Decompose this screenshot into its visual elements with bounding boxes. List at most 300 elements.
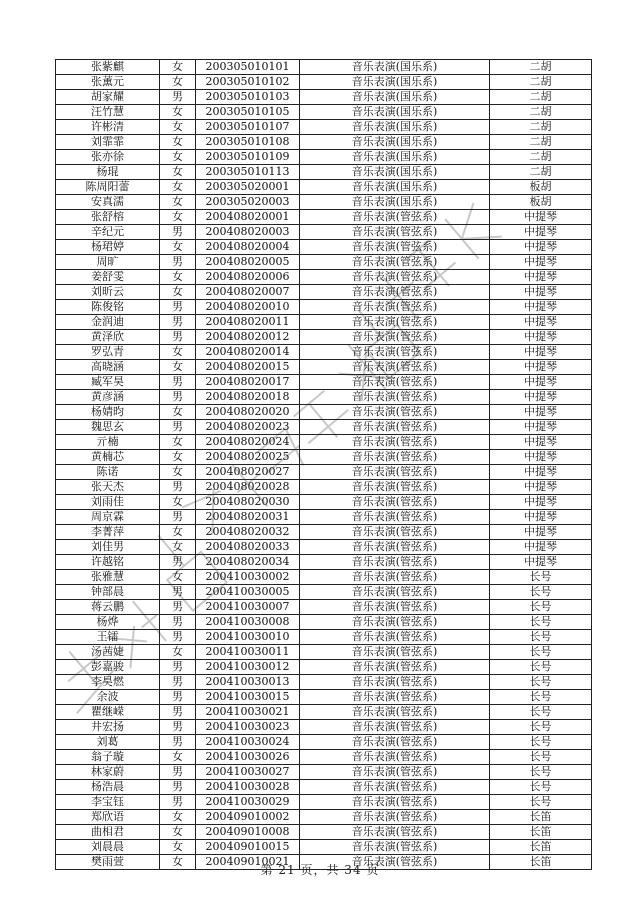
major-cell: 音乐表演(管弦系) (300, 465, 490, 480)
gender-cell: 男 (160, 720, 196, 735)
major-cell: 音乐表演(管弦系) (300, 675, 490, 690)
student-name-cell: 辛纪元 (56, 225, 160, 240)
table-row (56, 135, 592, 150)
student-name-cell: 杨珺婷 (56, 240, 160, 255)
student-id-cell: 200408020014 (196, 345, 300, 360)
student-id-cell: 200408020018 (196, 390, 300, 405)
table-row (56, 75, 592, 90)
major-cell: 音乐表演(管弦系) (300, 270, 490, 285)
gender-cell: 女 (160, 270, 196, 285)
student-name-cell: 曲相君 (56, 825, 160, 840)
student-name-cell: 钟部晨 (56, 585, 160, 600)
table-row (56, 435, 592, 450)
gender-cell: 女 (160, 165, 196, 180)
student-name-cell: 金润迪 (56, 315, 160, 330)
student-id-cell: 200305010102 (196, 75, 300, 90)
instrument-cell: 中提琴 (490, 525, 592, 540)
table-row (56, 780, 592, 795)
student-id-cell: 200408020030 (196, 495, 300, 510)
student-id-cell: 200410030026 (196, 750, 300, 765)
student-name-cell: 张亦徐 (56, 150, 160, 165)
instrument-cell: 板胡 (490, 195, 592, 210)
gender-cell: 男 (160, 660, 196, 675)
major-cell: 音乐表演(管弦系) (300, 405, 490, 420)
student-id-cell: 200305010108 (196, 135, 300, 150)
major-cell: 音乐表演(国乐系) (300, 195, 490, 210)
student-name-cell: 张雅慧 (56, 570, 160, 585)
student-id-cell: 200410030002 (196, 570, 300, 585)
table-row (56, 660, 592, 675)
instrument-cell: 中提琴 (490, 240, 592, 255)
student-id-cell: 200408020003 (196, 225, 300, 240)
table-row (56, 750, 592, 765)
instrument-cell: 长号 (490, 720, 592, 735)
student-name-cell: 王镭 (56, 630, 160, 645)
table-row (56, 825, 592, 840)
gender-cell: 女 (160, 570, 196, 585)
student-name-cell: 杨婧昀 (56, 405, 160, 420)
student-id-cell: 200408020012 (196, 330, 300, 345)
gender-cell: 女 (160, 180, 196, 195)
student-name-cell: 黄彦涵 (56, 390, 160, 405)
student-name-cell: 李菁萍 (56, 525, 160, 540)
student-name-cell: 杨烨 (56, 615, 160, 630)
student-id-cell: 200409010002 (196, 810, 300, 825)
gender-cell: 女 (160, 120, 196, 135)
table-row (56, 630, 592, 645)
instrument-cell: 长笛 (490, 810, 592, 825)
major-cell: 音乐表演(管弦系) (300, 705, 490, 720)
student-name-cell: 刘昕云 (56, 285, 160, 300)
major-cell: 音乐表演(国乐系) (300, 120, 490, 135)
student-id-cell: 200305010101 (196, 60, 300, 75)
table-row (56, 735, 592, 750)
major-cell: 音乐表演(管弦系) (300, 420, 490, 435)
gender-cell: 男 (160, 330, 196, 345)
major-cell: 音乐表演(管弦系) (300, 300, 490, 315)
table-row (56, 585, 592, 600)
gender-cell: 男 (160, 675, 196, 690)
gender-cell: 男 (160, 690, 196, 705)
student-id-cell: 200408020031 (196, 510, 300, 525)
major-cell: 音乐表演(管弦系) (300, 825, 490, 840)
student-id-cell: 200410030010 (196, 630, 300, 645)
major-cell: 音乐表演(管弦系) (300, 765, 490, 780)
student-name-cell: 周旷 (56, 255, 160, 270)
student-id-cell: 200410030021 (196, 705, 300, 720)
gender-cell: 女 (160, 465, 196, 480)
table-row (56, 270, 592, 285)
table-row (56, 555, 592, 570)
table-row (56, 165, 592, 180)
major-cell: 音乐表演(管弦系) (300, 525, 490, 540)
major-cell: 音乐表演(管弦系) (300, 780, 490, 795)
gender-cell: 女 (160, 285, 196, 300)
table-row (56, 285, 592, 300)
student-name-cell: 臧军昊 (56, 375, 160, 390)
major-cell: 音乐表演(管弦系) (300, 375, 490, 390)
instrument-cell: 中提琴 (490, 330, 592, 345)
major-cell: 音乐表演(管弦系) (300, 315, 490, 330)
student-id-cell: 200408020017 (196, 375, 300, 390)
student-name-cell: 李昊燃 (56, 675, 160, 690)
gender-cell: 男 (160, 615, 196, 630)
major-cell: 音乐表演(管弦系) (300, 210, 490, 225)
major-cell: 音乐表演(管弦系) (300, 255, 490, 270)
instrument-cell: 中提琴 (490, 300, 592, 315)
instrument-cell: 长号 (490, 600, 592, 615)
major-cell: 音乐表演(国乐系) (300, 180, 490, 195)
major-cell: 音乐表演(管弦系) (300, 540, 490, 555)
student-name-cell: 刘霏霏 (56, 135, 160, 150)
student-name-cell: 余波 (56, 690, 160, 705)
instrument-cell: 中提琴 (490, 495, 592, 510)
student-id-cell: 200408020027 (196, 465, 300, 480)
major-cell: 音乐表演(管弦系) (300, 390, 490, 405)
instrument-cell: 板胡 (490, 180, 592, 195)
major-cell: 音乐表演(国乐系) (300, 75, 490, 90)
instrument-cell: 中提琴 (490, 480, 592, 495)
instrument-cell: 长号 (490, 795, 592, 810)
student-id-cell: 200409010021 (196, 855, 300, 870)
student-id-cell: 200410030005 (196, 585, 300, 600)
major-cell: 音乐表演(管弦系) (300, 495, 490, 510)
table-row (56, 465, 592, 480)
table-row (56, 675, 592, 690)
student-id-cell: 200410030011 (196, 645, 300, 660)
table-row (56, 705, 592, 720)
student-name-cell: 刘葛 (56, 735, 160, 750)
gender-cell: 女 (160, 495, 196, 510)
student-name-cell: 蒋云鹏 (56, 600, 160, 615)
student-name-cell: 李宝钰 (56, 795, 160, 810)
instrument-cell: 中提琴 (490, 210, 592, 225)
student-id-cell: 200305010105 (196, 105, 300, 120)
gender-cell: 女 (160, 195, 196, 210)
table-row (56, 60, 592, 75)
gender-cell: 男 (160, 555, 196, 570)
major-cell: 音乐表演(管弦系) (300, 285, 490, 300)
instrument-cell: 长号 (490, 705, 592, 720)
table-row (56, 420, 592, 435)
instrument-cell: 中提琴 (490, 465, 592, 480)
table-row (56, 105, 592, 120)
gender-cell: 男 (160, 390, 196, 405)
table-row (56, 495, 592, 510)
gender-cell: 男 (160, 765, 196, 780)
table-row (56, 360, 592, 375)
gender-cell: 女 (160, 360, 196, 375)
instrument-cell: 中提琴 (490, 555, 592, 570)
student-id-cell: 200408020023 (196, 420, 300, 435)
student-id-cell: 200410030023 (196, 720, 300, 735)
major-cell: 音乐表演(国乐系) (300, 90, 490, 105)
instrument-cell: 二胡 (490, 75, 592, 90)
major-cell: 音乐表演(管弦系) (300, 585, 490, 600)
student-name-cell: 黄楠芯 (56, 450, 160, 465)
major-cell: 音乐表演(国乐系) (300, 165, 490, 180)
gender-cell: 女 (160, 540, 196, 555)
gender-cell: 男 (160, 375, 196, 390)
instrument-cell: 长号 (490, 765, 592, 780)
gender-cell: 女 (160, 240, 196, 255)
major-cell: 音乐表演(管弦系) (300, 750, 490, 765)
major-cell: 音乐表演(国乐系) (300, 150, 490, 165)
gender-cell: 女 (160, 825, 196, 840)
major-cell: 音乐表演(管弦系) (300, 810, 490, 825)
gender-cell: 男 (160, 255, 196, 270)
gender-cell: 男 (160, 420, 196, 435)
student-id-cell: 200410030013 (196, 675, 300, 690)
instrument-cell: 中提琴 (490, 390, 592, 405)
student-id-cell: 200408020011 (196, 315, 300, 330)
student-name-cell: 陈周阳蕾 (56, 180, 160, 195)
student-name-cell: 杨琨 (56, 165, 160, 180)
instrument-cell: 长号 (490, 750, 592, 765)
table-row (56, 120, 592, 135)
major-cell: 音乐表演(管弦系) (300, 345, 490, 360)
gender-cell: 女 (160, 345, 196, 360)
table-row (56, 615, 592, 630)
major-cell: 音乐表演(管弦系) (300, 795, 490, 810)
page-number: 第 21 页，共 34 页 (260, 863, 380, 877)
major-cell: 音乐表演(国乐系) (300, 105, 490, 120)
student-id-cell: 200408020006 (196, 270, 300, 285)
table-row (56, 90, 592, 105)
student-name-cell: 胡家耀 (56, 90, 160, 105)
table-row (56, 840, 592, 855)
instrument-cell: 中提琴 (490, 315, 592, 330)
student-name-cell: 亓楠 (56, 435, 160, 450)
gender-cell: 女 (160, 525, 196, 540)
table-row (56, 150, 592, 165)
student-id-cell: 200408020015 (196, 360, 300, 375)
instrument-cell: 长号 (490, 735, 592, 750)
major-cell: 音乐表演(管弦系) (300, 330, 490, 345)
instrument-cell: 长笛 (490, 840, 592, 855)
instrument-cell: 长号 (490, 630, 592, 645)
instrument-cell: 长号 (490, 645, 592, 660)
student-id-cell: 200305010113 (196, 165, 300, 180)
student-id-cell: 200408020034 (196, 555, 300, 570)
student-id-cell: 200305010103 (196, 90, 300, 105)
table-row (56, 450, 592, 465)
student-id-cell: 200305010107 (196, 120, 300, 135)
gender-cell: 男 (160, 795, 196, 810)
student-name-cell: 许越铭 (56, 555, 160, 570)
major-cell: 音乐表演(管弦系) (300, 840, 490, 855)
student-roster-table (55, 59, 592, 870)
gender-cell: 女 (160, 855, 196, 870)
table-row (56, 240, 592, 255)
student-id-cell: 200408020033 (196, 540, 300, 555)
student-name-cell: 高晓涵 (56, 360, 160, 375)
student-name-cell: 陈诺 (56, 465, 160, 480)
instrument-cell: 长号 (490, 675, 592, 690)
student-id-cell: 200408020007 (196, 285, 300, 300)
student-name-cell: 罗弘青 (56, 345, 160, 360)
gender-cell: 男 (160, 90, 196, 105)
student-id-cell: 200408020004 (196, 240, 300, 255)
student-name-cell: 汤茜婕 (56, 645, 160, 660)
major-cell: 音乐表演(管弦系) (300, 480, 490, 495)
table-row (56, 540, 592, 555)
student-id-cell: 200305020001 (196, 180, 300, 195)
instrument-cell: 中提琴 (490, 420, 592, 435)
instrument-cell: 二胡 (490, 90, 592, 105)
student-name-cell: 周京霖 (56, 510, 160, 525)
instrument-cell: 中提琴 (490, 255, 592, 270)
student-id-cell: 200410030029 (196, 795, 300, 810)
major-cell: 音乐表演(管弦系) (300, 225, 490, 240)
gender-cell: 男 (160, 480, 196, 495)
major-cell: 音乐表演(管弦系) (300, 645, 490, 660)
table-row (56, 720, 592, 735)
table-row (56, 225, 592, 240)
table-row (56, 345, 592, 360)
major-cell: 音乐表演(管弦系) (300, 555, 490, 570)
major-cell: 音乐表演(国乐系) (300, 60, 490, 75)
student-id-cell: 200408020024 (196, 435, 300, 450)
student-name-cell: 翁子璇 (56, 750, 160, 765)
gender-cell: 女 (160, 750, 196, 765)
gender-cell: 男 (160, 600, 196, 615)
instrument-cell: 中提琴 (490, 225, 592, 240)
gender-cell: 男 (160, 510, 196, 525)
student-id-cell: 200408020028 (196, 480, 300, 495)
instrument-cell: 长号 (490, 615, 592, 630)
table-row (56, 690, 592, 705)
student-name-cell: 樊雨萱 (56, 855, 160, 870)
student-name-cell: 许彬清 (56, 120, 160, 135)
student-name-cell: 张天杰 (56, 480, 160, 495)
table-row (56, 480, 592, 495)
instrument-cell: 中提琴 (490, 270, 592, 285)
instrument-cell: 长笛 (490, 825, 592, 840)
gender-cell: 女 (160, 75, 196, 90)
student-name-cell: 刘晨晨 (56, 840, 160, 855)
gender-cell: 女 (160, 435, 196, 450)
table-row (56, 795, 592, 810)
instrument-cell: 二胡 (490, 135, 592, 150)
gender-cell: 男 (160, 780, 196, 795)
student-name-cell: 林家蔚 (56, 765, 160, 780)
student-name-cell: 杨浩晨 (56, 780, 160, 795)
student-name-cell: 郑欣语 (56, 810, 160, 825)
student-id-cell: 200410030012 (196, 660, 300, 675)
instrument-cell: 长号 (490, 780, 592, 795)
major-cell: 音乐表演(管弦系) (300, 720, 490, 735)
gender-cell: 女 (160, 60, 196, 75)
instrument-cell: 中提琴 (490, 285, 592, 300)
instrument-cell: 长号 (490, 690, 592, 705)
major-cell: 音乐表演(管弦系) (300, 450, 490, 465)
gender-cell: 女 (160, 135, 196, 150)
major-cell: 音乐表演(管弦系) (300, 615, 490, 630)
gender-cell: 女 (160, 150, 196, 165)
instrument-cell: 中提琴 (490, 345, 592, 360)
instrument-cell: 中提琴 (490, 435, 592, 450)
table-row (56, 645, 592, 660)
table-row (56, 300, 592, 315)
instrument-cell: 二胡 (490, 120, 592, 135)
instrument-cell: 长笛 (490, 855, 592, 870)
student-name-cell: 瞿继嵘 (56, 705, 160, 720)
table-row (56, 210, 592, 225)
student-id-cell: 200410030024 (196, 735, 300, 750)
roster-body (56, 60, 592, 870)
student-id-cell: 200408020001 (196, 210, 300, 225)
major-cell: 音乐表演(管弦系) (300, 435, 490, 450)
major-cell: 音乐表演(管弦系) (300, 240, 490, 255)
student-id-cell: 200408020020 (196, 405, 300, 420)
gender-cell: 男 (160, 300, 196, 315)
student-name-cell: 黄泽欣 (56, 330, 160, 345)
student-name-cell: 张紫麒 (56, 60, 160, 75)
table-row (56, 600, 592, 615)
table-row (56, 810, 592, 825)
student-name-cell: 刘佳男 (56, 540, 160, 555)
instrument-cell: 中提琴 (490, 510, 592, 525)
instrument-cell: 中提琴 (490, 405, 592, 420)
student-id-cell: 200410030007 (196, 600, 300, 615)
major-cell: 音乐表演(管弦系) (300, 690, 490, 705)
table-row (56, 330, 592, 345)
student-id-cell: 200409010015 (196, 840, 300, 855)
major-cell: 音乐表演(管弦系) (300, 360, 490, 375)
table-row (56, 255, 592, 270)
major-cell: 音乐表演(管弦系) (300, 630, 490, 645)
student-id-cell: 200408020025 (196, 450, 300, 465)
student-name-cell: 彭嘉骏 (56, 660, 160, 675)
instrument-cell: 中提琴 (490, 450, 592, 465)
student-id-cell: 200410030015 (196, 690, 300, 705)
major-cell: 音乐表演(管弦系) (300, 570, 490, 585)
student-id-cell: 200408020032 (196, 525, 300, 540)
student-name-cell: 井宏扬 (56, 720, 160, 735)
student-name-cell: 陈俊铭 (56, 300, 160, 315)
student-name-cell: 姜舒雯 (56, 270, 160, 285)
student-id-cell: 200408020005 (196, 255, 300, 270)
student-name-cell: 汪竹慧 (56, 105, 160, 120)
major-cell: 音乐表演(管弦系) (300, 660, 490, 675)
instrument-cell: 中提琴 (490, 540, 592, 555)
table-row (56, 195, 592, 210)
instrument-cell: 长号 (490, 585, 592, 600)
gender-cell: 男 (160, 225, 196, 240)
major-cell: 音乐表演(管弦系) (300, 855, 490, 870)
table-row (56, 405, 592, 420)
instrument-cell: 二胡 (490, 60, 592, 75)
gender-cell: 女 (160, 450, 196, 465)
student-name-cell: 刘雨佳 (56, 495, 160, 510)
gender-cell: 女 (160, 840, 196, 855)
table-row (56, 525, 592, 540)
student-id-cell: 200305020003 (196, 195, 300, 210)
instrument-cell: 二胡 (490, 165, 592, 180)
student-id-cell: 200305010109 (196, 150, 300, 165)
instrument-cell: 中提琴 (490, 360, 592, 375)
gender-cell: 女 (160, 105, 196, 120)
instrument-cell: 二胡 (490, 105, 592, 120)
instrument-cell: 二胡 (490, 150, 592, 165)
gender-cell: 男 (160, 630, 196, 645)
student-id-cell: 200410030008 (196, 615, 300, 630)
student-name-cell: 安真濡 (56, 195, 160, 210)
major-cell: 音乐表演(国乐系) (300, 135, 490, 150)
table-row (56, 510, 592, 525)
gender-cell: 男 (160, 705, 196, 720)
